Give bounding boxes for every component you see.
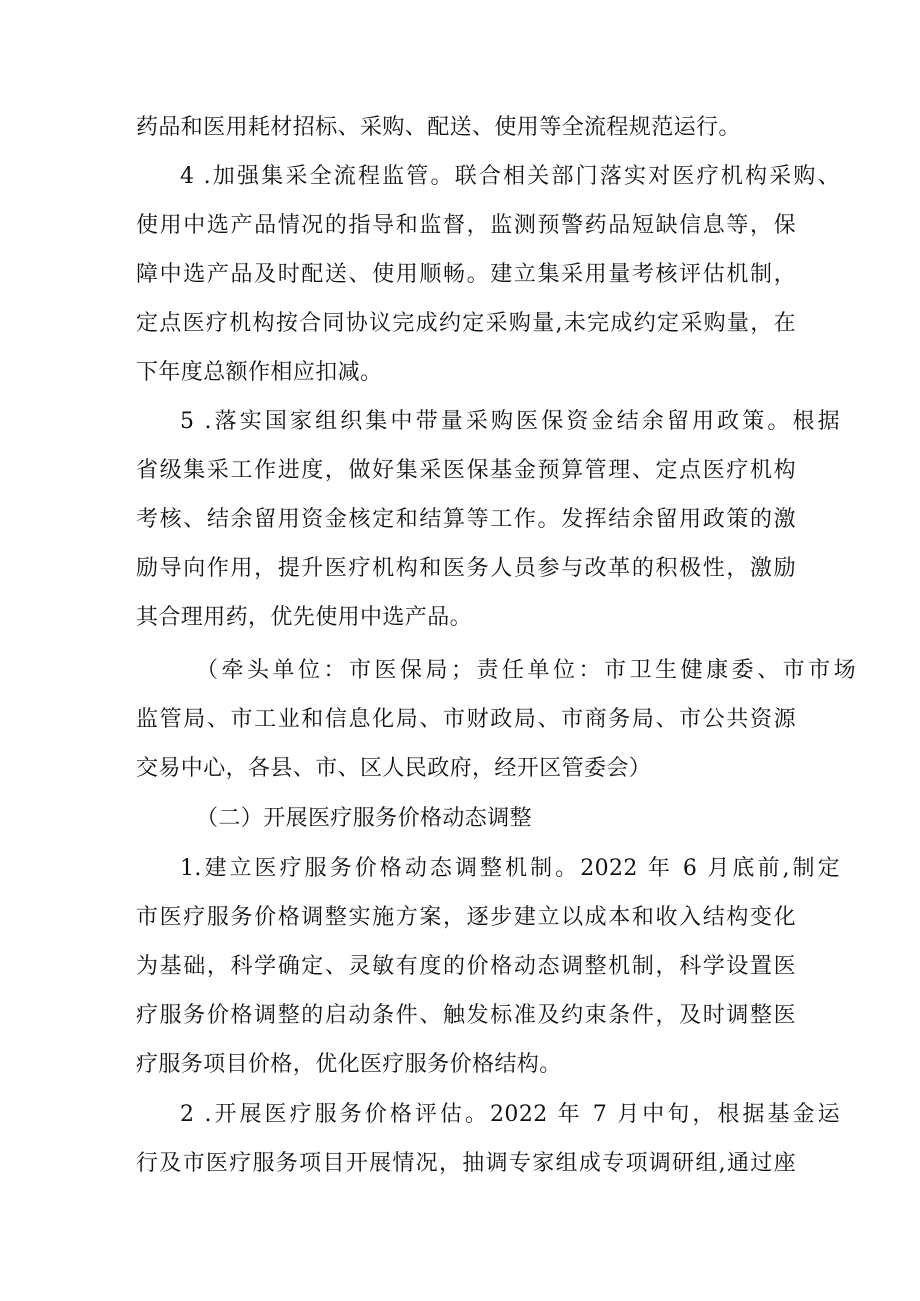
text-line: 交易中心，各县、市、区人民政府，经开区管委会） xyxy=(136,756,652,781)
paragraph-2-heading-line: 2 .开展医疗服务价格评估。2022 年 7 月中旬，根据基金运 xyxy=(180,1102,840,1127)
text-line: 市医疗服务价格调整实施方案，逐步建立以成本和收入结构变化 xyxy=(136,905,796,930)
text-line: 疗服务项目价格，优化医疗服务价格结构。 xyxy=(136,1052,562,1077)
text-line: 定点医疗机构按合同协议完成约定采购量,未完成约定采购量，在 xyxy=(136,311,796,336)
text-line: 下年度总额作相应扣减。 xyxy=(136,360,383,385)
text-line: 监管局、市工业和信息化局、市财政局、市商务局、市公共资源 xyxy=(136,707,796,732)
text-line: 考核、结余留用资金核定和结算等工作。发挥结余留用政策的激 xyxy=(136,507,796,532)
text-line: 其合理用药，优先使用中选产品。 xyxy=(136,605,473,630)
text-line: 药品和医用耗材招标、采购、配送、使用等全流程规范运行。 xyxy=(136,115,741,140)
text-line: 使用中选产品情况的指导和监督，监测预警药品短缺信息等，保 xyxy=(136,213,796,238)
text-line: 障中选产品及时配送、使用顺畅。建立集采用量考核评估机制， xyxy=(136,262,796,287)
paragraph-1-heading-line: 1.建立医疗服务价格动态调整机制。2022 年 6 月底前,制定 xyxy=(180,856,840,881)
paragraph-4-heading-line: 4 .加强集采全流程监管。联合相关部门落实对医疗机构采购、 xyxy=(180,164,840,189)
text-line: 为基础，科学确定、灵敏有度的价格动态调整机制，科学设置医 xyxy=(136,954,796,979)
text-line: 疗服务价格调整的启动条件、触发标准及约束条件，及时调整医 xyxy=(136,1003,796,1028)
responsible-units-line: （牵头单位：市医保局；责任单位：市卫生健康委、市市场 xyxy=(196,658,856,683)
text-line: 励导向作用，提升医疗机构和医务人员参与改革的积极性，激励 xyxy=(136,556,796,581)
paragraph-5-heading-line: 5 .落实国家组织集中带量采购医保资金结余留用政策。根据 xyxy=(180,409,840,434)
text-line: 省级集采工作进度，做好集采医保基金预算管理、定点医疗机构 xyxy=(136,458,796,483)
text-line: 行及市医疗服务项目开展情况，抽调专家组成专项调研组,通过座 xyxy=(136,1151,796,1176)
section-heading: （二）开展医疗服务价格动态调整 xyxy=(196,806,533,831)
